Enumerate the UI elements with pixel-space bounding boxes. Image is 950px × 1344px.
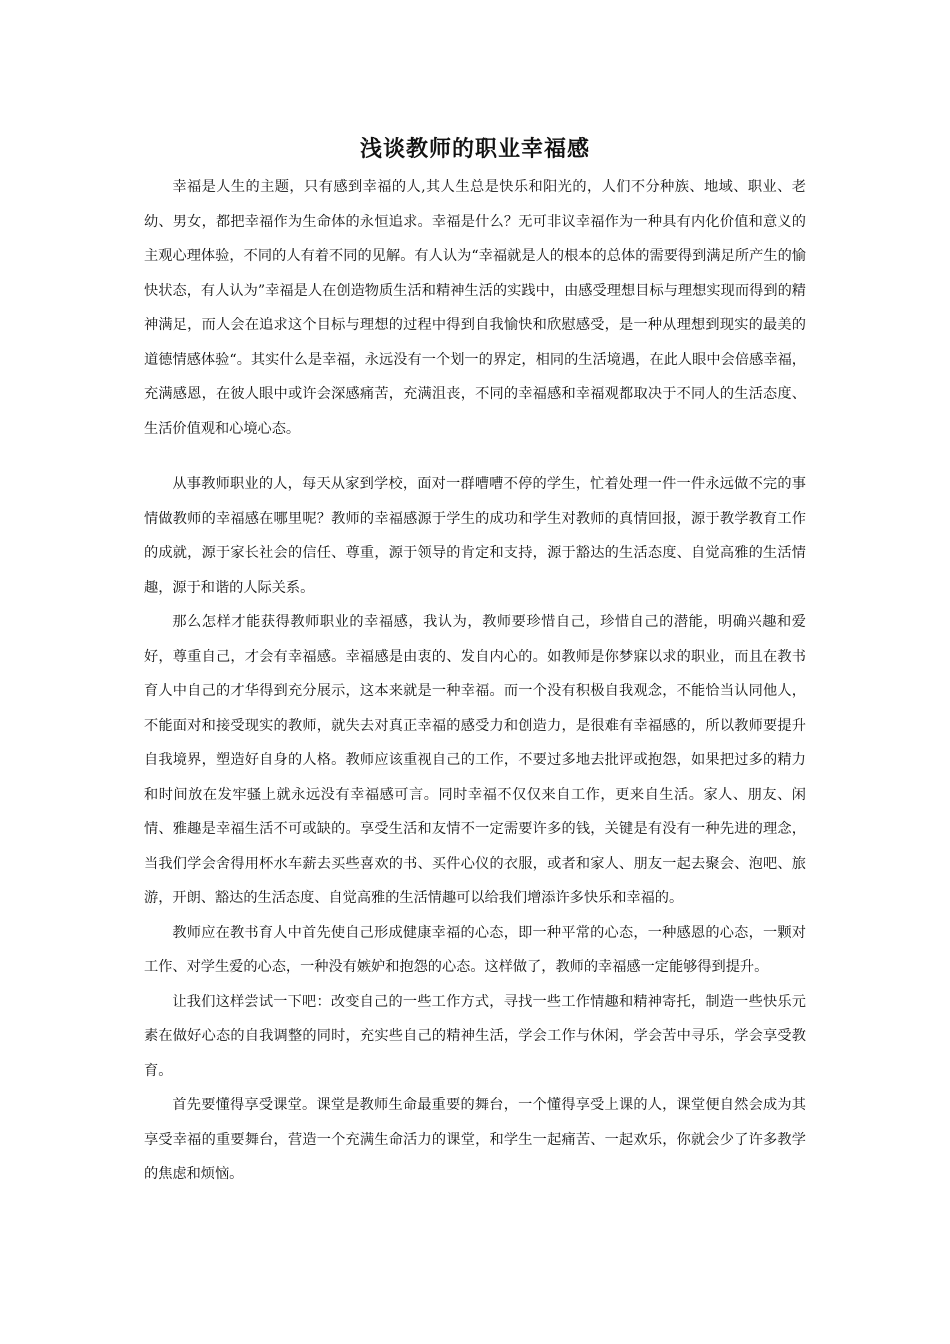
paragraph-6: 首先要懂得享受课堂。课堂是教师生命最重要的舞台，一个懂得享受上课的人，课堂便自然会成为其享受幸福的重要舞台，营造一个充满生命活力的课堂，和学生一起痛苦、一起欢乐，你就会少了许多教学的焦虑和烦恼。 [144, 1097, 806, 1182]
paragraph-1: 幸福是人生的主题，只有感到幸福的人,其人生总是快乐和阳光的，人们不分种族、地域、职业、老幼、男女，都把幸福作为生命体的永恒追求。幸福是什么？无可非议幸福作为一种具有内化价值和意义的主观心理体验，不同的人有着不同的见解。有人认为“幸福就是人的根本的总体的需要得到满足所产生的愉快状态，有人认为”幸福是人在创造物质生活和精神生活的实践中，由感受理想目标与理想实现而得到的精神满足，而人会在追求这个目标与理想的过程中得到自我愉快和欣慰感受，是一种从理想到现实的最美的道德情感体验“。其实什么是幸福，永远没有一个划一的界定，相同的生活境遇，在此人眼中会倍感幸福，充满感恩，在彼人眼中或许会深感痛苦，充满沮丧，不同的幸福感和幸福观都取决于不同人的生活态度、生活价值观和心境心态。 [144, 179, 806, 437]
document-body [144, 170, 806, 1192]
paragraph-5: 让我们这样尝试一下吧：改变自己的一些工作方式，寻找一些工作情趣和精神寄托，制造一些快乐元素在做好心态的自我调整的同时，充实些自己的精神生活，学会工作与休闲，学会苦中寻乐，学会享受教育。 [144, 993, 806, 1079]
document-title: 浅谈教师的职业幸福感 [359, 136, 590, 162]
paragraph-3: 那么怎样才能获得教师职业的幸福感，我认为，教师要珍惜自己，珍惜自己的潜能，明确兴趣和爱好，尊重自己，才会有幸福感。幸福感是由衷的、发自内心的。如教师是你梦寐以求的职业，而且在教书育人中自己的才华得到充分展示，这本来就是一种幸福。而一个没有积极自我观念，不能恰当认同他人，不能面对和接受现实的教师，就失去对真正幸福的感受力和创造力，是很难有幸福感的，所以教师要提升自我境界，塑造好自身的人格。教师应该重视自己的工作，不要过多地去批评或抱怨，如果把过多的精力和时间放在发牢骚上就永远没有幸福感可言。同时幸福不仅仅来自工作，更来自生活。家人、朋友、闲情、雅趣是幸福生活不可或缺的。享受生活和友情不一定需要许多的钱，关键是有没有一种先进的理念，当我们学会舍得用杯水车薪去买些喜欢的书、买件心仪的衣服，或者和家人、朋友一起去聚会、泡吧、旅游，开朗、豁达的生活态度、自觉高雅的生活情趣可以给我们增添许多快乐和幸福的。 [144, 614, 806, 906]
paragraph-2: 从事教师职业的人，每天从家到学校，面对一群嘈嘈不停的学生，忙着处理一件一件永远做不完的事情做教师的幸福感在哪里呢？教师的幸福感源于学生的成功和学生对教师的真情回报，源于教学教育工作的成就，源于家长社会的信任、尊重，源于领导的肯定和支持，源于豁达的生活态度、自觉高雅的生活情趣，源于和谐的人际关系。 [144, 476, 806, 596]
paragraph-4: 教师应在教书育人中首先使自己形成健康幸福的心态，即一种平常的心态，一种感恩的心态，一颗对工作、对学生爱的心态，一种没有嫉妒和抱怨的心态。这样做了，教师的幸福感一定能够得到提升。 [144, 924, 806, 975]
